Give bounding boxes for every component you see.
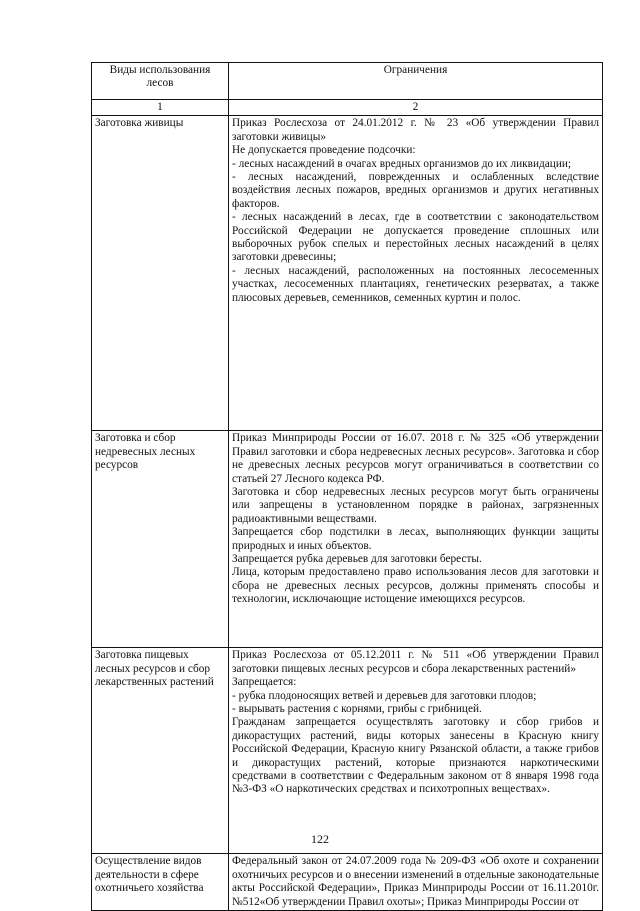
restriction-paragraph: Запрещается рубка деревьев для заготовки бересты. bbox=[232, 553, 482, 566]
column-header-restrictions: Ограничения bbox=[229, 63, 603, 100]
restriction-paragraph: - рубка плодоносящих ветвей и деревьев для заготовки плодов; bbox=[232, 689, 537, 702]
restriction-paragraph: - лесных насаждений, расположенных на постоянных лесосеменных участках, лесосеменных плантациях, генетических резерватах, а также плюсовых деревьев, семенников, семенных куртин и полос. bbox=[232, 264, 599, 304]
regulation-title: Приказ Рослесхоза от 24.01.2012 г. № 23 «Об утверждении Правил заготовки живицы» bbox=[232, 117, 599, 143]
regulation-title: Приказ Рослесхоза от 05.12.2011 г. № 511 «Об утверждении Правил заготовки пищевых лесных ресурсов и сбора лекарственных растений» bbox=[232, 649, 599, 675]
restriction-paragraph: - лесных насаждений в лесах, где в соответствии с законодательством Российской Федерации не допускается проведение сплошных или выборочных рубок спелых и перестойных лесных насаждений в целях заготовки древесины; bbox=[232, 211, 599, 264]
restriction-cell bbox=[229, 431, 603, 648]
restriction-paragraph: - лесных насаждений, поврежденных и ослабленных вследствие воздействия лесных пожаров, вредных организмов и других негативных факторов. bbox=[232, 171, 599, 210]
regulation-title: Приказ Минприроды России от 16.07. 2018 г. № 325 «Об утверждении Правил заготовки и сбора недревесных лесных ресурсов». Заготовка и сбор не древесных лесных ресурсов могут ограничиваться в соответствии со статьей 27 Лесного кодекса РФ. bbox=[232, 432, 599, 485]
page-number: 122 bbox=[311, 832, 329, 846]
table-row bbox=[92, 116, 603, 431]
table-row bbox=[92, 431, 603, 648]
table-body bbox=[92, 116, 603, 911]
usage-type-cell: Заготовка живицы bbox=[92, 116, 229, 431]
column-header-usage-types: Виды использования лесов bbox=[92, 63, 229, 100]
column-number-2: 2 bbox=[229, 100, 603, 116]
table-header-row bbox=[92, 63, 603, 100]
restriction-paragraph: Запрещается: bbox=[232, 676, 297, 689]
restriction-paragraph: - вырывать растения с корнями, грибы с грибницей. bbox=[232, 703, 482, 716]
regulation-title: Федеральный закон от 24.07.2009 года № 209-ФЗ «Об охоте и сохранении охотничьих ресурсов и о внесении изменений в отдельные законодательные акты Российской Федерации», Приказ Минприроды России от 16.11.2010г. №512«Об утверждении Правил охоты»; Приказ Минприроды России от bbox=[232, 855, 599, 908]
column-number-1: 1 bbox=[92, 100, 229, 116]
column-number-row bbox=[92, 100, 603, 116]
restriction-cell bbox=[229, 116, 603, 431]
table-row bbox=[92, 648, 603, 854]
restriction-paragraph: Заготовка и сбор недревесных лесных ресурсов могут быть ограничены или запрещены в установленном порядке в районах, загрязненных радиоактивными веществами. bbox=[232, 486, 599, 525]
usage-type-cell: Заготовка пищевых лесных ресурсов и сбор лекарственных растений bbox=[92, 648, 229, 854]
restriction-paragraph: Запрещается сбор подстилки в лесах, выполняющих функции защиты природных и иных объектов. bbox=[232, 526, 599, 552]
usage-type-cell: Заготовка и сбор недревесных лесных ресурсов bbox=[92, 431, 229, 648]
usage-type-cell: Осуществление видов деятельности в сфере охотничьего хозяйства bbox=[92, 854, 229, 911]
restriction-cell bbox=[229, 854, 603, 911]
restriction-cell bbox=[229, 648, 603, 854]
restriction-paragraph: Гражданам запрещается осуществлять заготовку и сбор грибов и дикорастущих растений, виды которых занесены в Красную книгу Российской Федерации, Красную книгу Рязанской области, а также грибов и дикорастущих растений, которые признаются наркотическими средствами в соответствии с Федеральным законом от 8 января 1998 года №3-ФЗ «О наркотических средствах и психотропных веществах». bbox=[232, 716, 599, 796]
restriction-paragraph: - лесных насаждений в очагах вредных организмов до их ликвидации; bbox=[232, 157, 572, 170]
restriction-paragraph: Лица, которым предоставлено право использования лесов для заготовки и сбора не древесных лесных ресурсов, должны применять способы и технологии, исключающие истощение имеющихся ресурсов. bbox=[232, 566, 599, 606]
restriction-paragraph: Не допускается проведение подсочки: bbox=[232, 144, 416, 157]
table-row bbox=[92, 854, 603, 911]
restrictions-table bbox=[91, 62, 603, 911]
